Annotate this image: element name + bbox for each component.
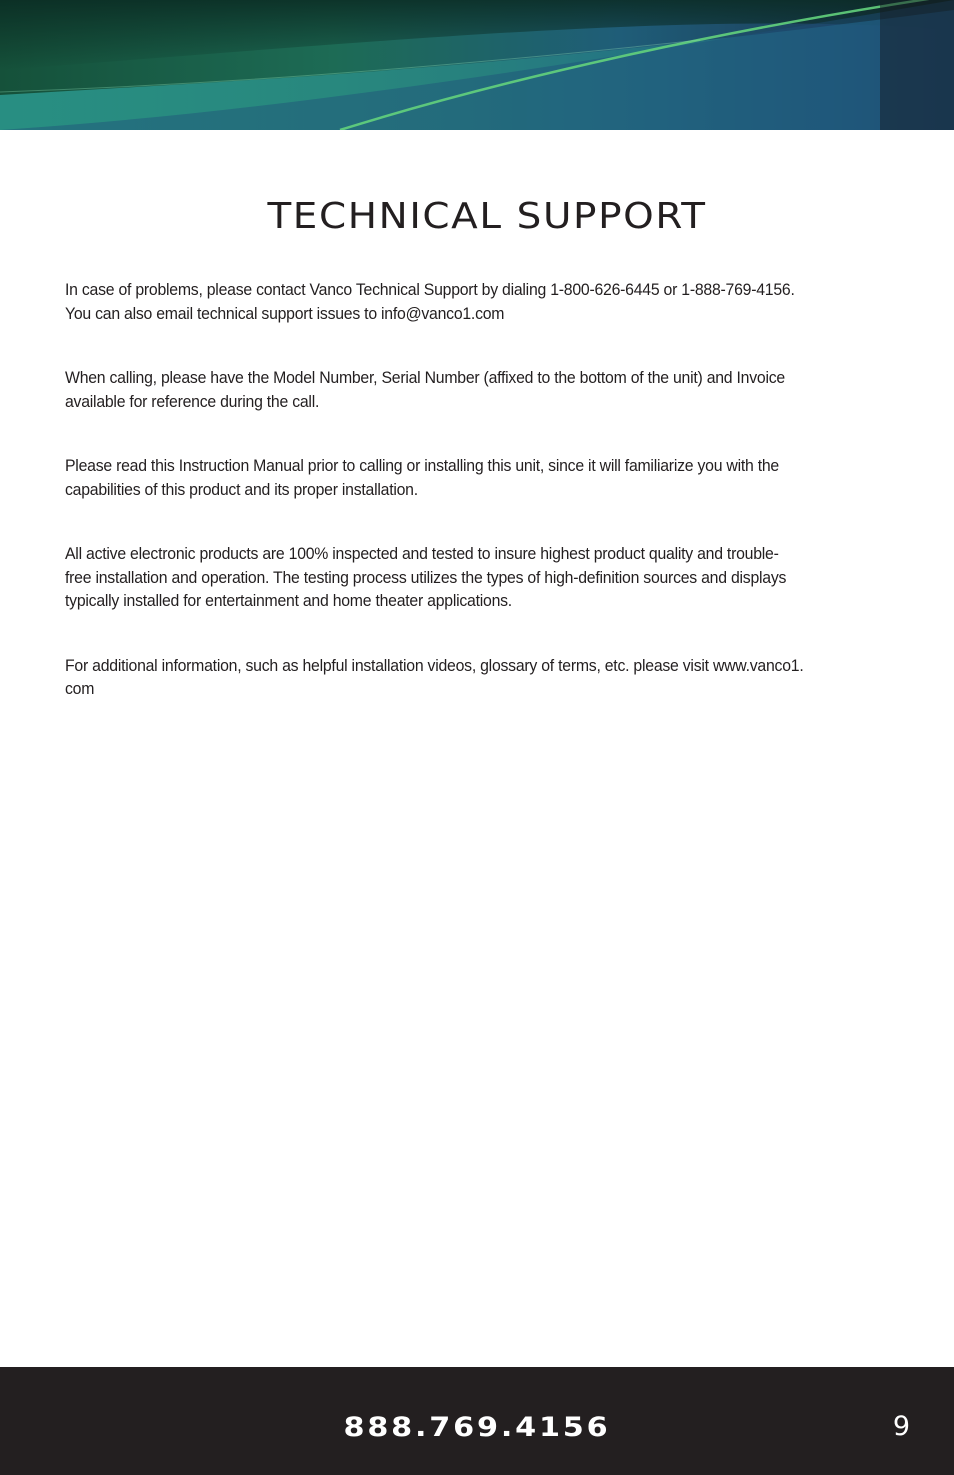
footer-bar: [0, 1367, 954, 1475]
calling-info-paragraph: [65, 367, 914, 414]
manual-advice-paragraph: [65, 455, 914, 502]
paragraph-line: available for reference during the call.: [65, 392, 320, 411]
content-body: [65, 279, 915, 743]
paragraph-line: In case of problems, please contact Vanco Technical Support by dialing 1-800-626-6445 or 1-888-769-4156.: [65, 281, 795, 299]
paragraph-line: For additional information, such as helpful installation videos, glossary of terms, etc. please visit www.vanco1.: [65, 656, 804, 675]
header-banner: [0, 0, 954, 130]
paragraph-line: Please read this Instruction Manual prior to calling or installing this unit, since it will familiarize you with the: [65, 457, 779, 475]
additional-info-paragraph: [65, 655, 914, 702]
paragraph-line: capabilities of this product and its proper installation.: [65, 480, 418, 499]
page-title: TECHNICAL SUPPORT: [267, 196, 707, 237]
paragraph-line: When calling, please have the Model Number, Serial Number (affixed to the bottom of the unit) and Invoice: [65, 369, 785, 387]
paragraph-line: com: [65, 680, 95, 698]
footer-phone-number: 888.769.4156: [343, 1412, 611, 1443]
paragraph-line: You can also email technical support issues to info@vanco1.com: [65, 304, 505, 323]
header-banner-graphic: [0, 0, 954, 130]
page-number: 9: [892, 1411, 910, 1442]
testing-paragraph: [65, 543, 914, 614]
paragraph-line: All active electronic products are 100% inspected and tested to insure highest product quality and trouble-: [65, 545, 779, 563]
support-contact-paragraph: [65, 279, 914, 326]
paragraph-line: typically installed for entertainment and home theater applications.: [65, 592, 512, 610]
paragraph-line: free installation and operation. The testing process utilizes the types of high-definition sources and displays: [65, 568, 787, 587]
